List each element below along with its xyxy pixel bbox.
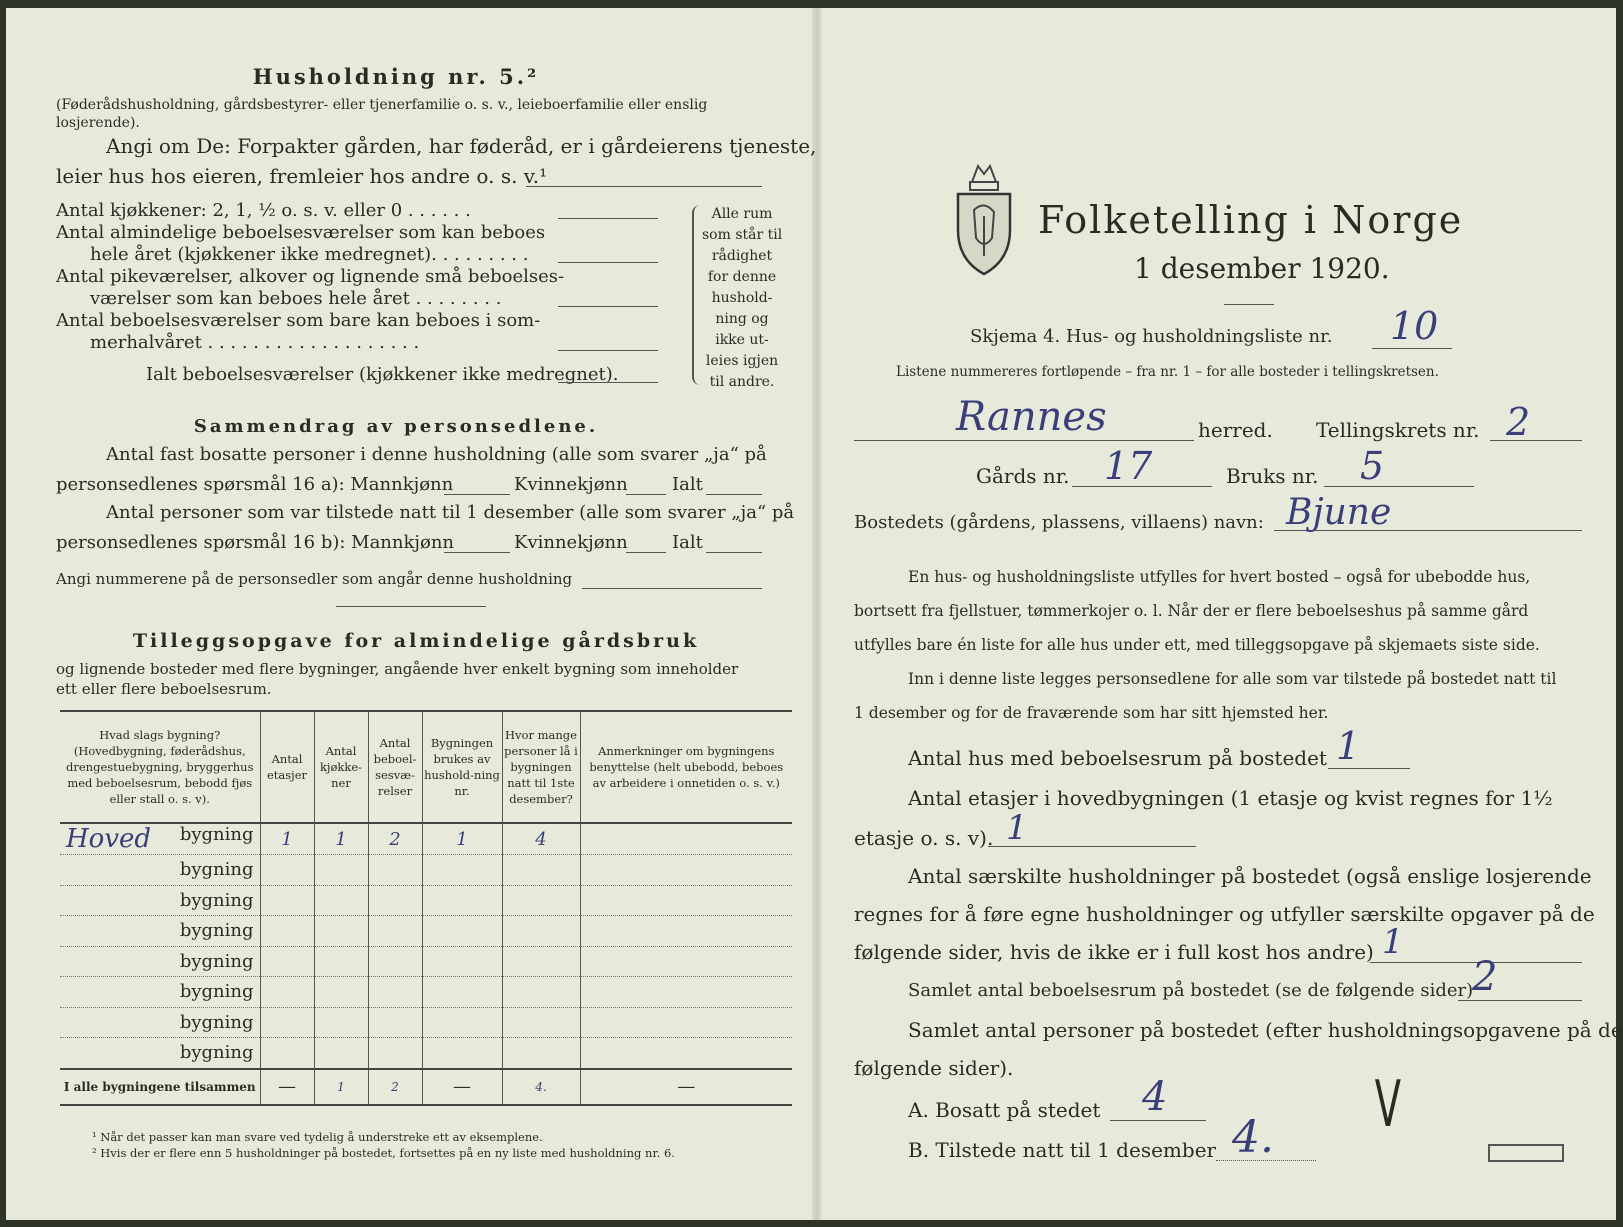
table-row [60, 1007, 792, 1038]
kjokkener-cell [314, 855, 368, 886]
etasjer-value: 1 [1006, 808, 1028, 848]
husholdning-title: Husholdning nr. 5.² [252, 64, 540, 89]
pike-label-1: Antal pikeværelser, alkover og lignende små beboelses- [56, 266, 565, 287]
title-divider [1224, 304, 1274, 305]
tellingskrets-value: 2 [1506, 400, 1531, 444]
tillegg-sub2: ett eller flere beboelsesrum. [56, 680, 272, 698]
para2-line1: Inn i denne liste legges personsedlene for alle som var tilstede på bostedet natt til [908, 670, 1557, 688]
table-row [60, 855, 792, 886]
section-divider [336, 606, 486, 607]
building-cell: bygning [60, 946, 260, 977]
check-mark: V [1374, 1068, 1402, 1142]
samlet-rum-value: 2 [1472, 954, 1498, 1000]
tilstede-kvinne-label: Kvinnekjønn [514, 532, 628, 553]
tilstede-kvinne-line [626, 552, 666, 553]
bruks-line [1324, 486, 1474, 487]
total-etasjer: — [260, 1069, 314, 1105]
tillegg-title: Tilleggsopgave for almindelige gårdsbruk [132, 630, 700, 652]
para1-line2: bortsett fra fjellstuer, tømmerkojer o. l. Når der er flere beboelseshus på samme gård [854, 602, 1529, 620]
personer-cell [502, 855, 580, 886]
table-row [60, 1038, 792, 1069]
bruks-label: Bruks nr. [1226, 464, 1319, 488]
vaerelser-cell [368, 855, 422, 886]
building-cell: bygning [60, 885, 260, 916]
total-label: I alle bygningene tilsammen [60, 1069, 260, 1105]
total-vaerelser: 2 [368, 1069, 422, 1105]
etasjer-line2: etasje o. s. v). [854, 826, 994, 850]
etasjer-cell [260, 855, 314, 886]
alm-label-1: Antal almindelige beboelsesværelser som kan beboes [56, 222, 546, 243]
census-form-spread [6, 8, 1623, 1220]
vaerelser-cell [368, 885, 422, 916]
personer-cell [502, 1007, 580, 1038]
husholdning-cell [422, 977, 502, 1008]
bosatt-value: 4 [1142, 1074, 1168, 1120]
building-cell: bygning [60, 977, 260, 1008]
sammendrag-title: Sammendrag av personsedlene. [193, 416, 599, 437]
building-cell: Hoved bygning [60, 823, 260, 855]
kjokkener-label: Antal kjøkkener: 2, 1, ½ o. s. v. eller 0 . . . . . . [56, 200, 471, 221]
kjokkener-answer-line [558, 218, 658, 219]
fast-mann-line [444, 494, 510, 495]
etasjer-cell: 1 [260, 823, 314, 855]
pike-answer-line [558, 306, 658, 307]
anm-cell [580, 1007, 792, 1038]
tilstede-b-value: 4. [1232, 1112, 1274, 1163]
footnote-1: ¹ Når det passer kan man svare ved tydelig å understreke ett av eksemplene. [92, 1130, 543, 1144]
angi-line1: Angi om De: Forpakter gården, har føderåd, er i gårdeierens tjeneste, [106, 134, 817, 158]
anm-cell [580, 1038, 792, 1069]
antal-hus-line [1328, 768, 1410, 769]
para2-line2: 1 desember og for de fraværende som har sitt hjemsted her. [854, 704, 1329, 722]
pike-label-2: værelser som kan beboes hele året . . . . . . . . [90, 288, 502, 309]
col-header-anmerkninger: Anmerkninger om bygningens benyttelse (helt ubebodd, beboes av arbeidere i onnetiden o. s. v.) [580, 711, 792, 823]
tillegg-sub1: og lignende bosteder med flere bygninger, angående hver enkelt bygning som inneholder [56, 660, 739, 678]
page-fold [812, 8, 822, 1220]
gards-label: Gårds nr. [976, 464, 1070, 488]
samlet-pers-line2: følgende sider). [854, 1056, 1014, 1080]
husholdning-cell [422, 1007, 502, 1038]
samlet-rum-line [1458, 1000, 1582, 1001]
vaerelser-cell: 2 [368, 823, 422, 855]
kjokkener-cell [314, 946, 368, 977]
building-cell: bygning [60, 1007, 260, 1038]
etasjer-cell [260, 1038, 314, 1069]
personer-cell [502, 885, 580, 916]
kjokkener-cell: 1 [314, 823, 368, 855]
skjema-label: Skjema 4. Hus- og husholdningsliste nr. [970, 326, 1333, 347]
personer-cell [502, 916, 580, 947]
footnote-2: ² Hvis der er flere enn 5 husholdninger på bostedet, fortsettes på en ny liste med husholdning nr. 6. [92, 1146, 675, 1160]
sommer-label-1: Antal beboelsesværelser som bare kan beboes i som- [56, 310, 541, 331]
herred-line [854, 440, 1194, 441]
personer-cell: 4 [502, 823, 580, 855]
fast-kvinne-line [626, 494, 666, 495]
building-cell: bygning [60, 916, 260, 947]
table-row [60, 885, 792, 916]
kjokkener-cell [314, 1038, 368, 1069]
total-anm: — [580, 1069, 792, 1105]
tellingskrets-line [1490, 440, 1582, 441]
samlet-rum-label: Samlet antal beboelsesrum på bostedet (se de følgende sider) [908, 980, 1474, 1001]
bosted-value: Bjune [1286, 492, 1392, 533]
etasjer-cell [260, 946, 314, 977]
herred-value: Rannes [956, 394, 1107, 440]
anm-cell [580, 916, 792, 947]
gards-value: 17 [1104, 444, 1153, 488]
table-row [60, 823, 792, 855]
para1-line3: utfylles bare én liste for alle hus under ett, med tilleggsopgave på skjemaets siste side. [854, 636, 1540, 654]
antal-hus-label: Antal hus med beboelsesrum på bostedet [908, 746, 1327, 770]
husholdning-cell [422, 916, 502, 947]
anm-cell [580, 823, 792, 855]
para1-line1: En hus- og husholdningsliste utfylles for hvert bosted – også for ubebodde hus, [908, 568, 1531, 586]
tilstede-b-label: B. Tilstede natt til 1 desember [908, 1138, 1217, 1162]
husholdning-cell [422, 885, 502, 916]
antal-hus-value: 1 [1336, 724, 1361, 768]
saerskilte-line2: regnes for å føre egne husholdninger og utfyller særskilte opgaver på de [854, 902, 1595, 926]
building-cell: bygning [60, 855, 260, 886]
col-header-etasjer: Antal etasjer [260, 711, 314, 823]
main-title: Folketelling i Norge [1038, 198, 1464, 242]
intro-paren: (Føderådshusholdning, gårdsbestyrer- eller tjenerfamilie o. s. v., leieboerfamilie eller enslig losjerende). [56, 97, 708, 131]
table-header-row [60, 711, 792, 823]
personer-cell [502, 1038, 580, 1069]
sommer-answer-line [558, 350, 658, 351]
husholdning-cell [422, 946, 502, 977]
coat-of-arms-icon [952, 160, 1016, 278]
building-name: Hoved [66, 824, 152, 854]
tilstede-mann-line [444, 552, 510, 553]
ialt-label: Ialt beboelsesværelser (kjøkkener ikke medregnet). [146, 364, 619, 385]
col-header-personer: Hvor mange personer lå i bygningen natt til 1ste desember? [502, 711, 580, 823]
kjokkener-cell [314, 977, 368, 1008]
anm-cell [580, 946, 792, 977]
brace-note: Alle rum som står til rådighet for denne hushold- ning og ikke ut- leies igjen til andre. [702, 206, 783, 390]
etasjer-cell [260, 977, 314, 1008]
col-header-vaerelser: Antal beboel-sesvæ-relser [368, 711, 422, 823]
col-header-bygning: Hvad slags bygning? (Hovedbygning, føderådshus, drengestuebygning, bryggerhus med beboelsesrum, bebodd fjøs eller stall o. s. v). [60, 711, 260, 823]
anm-cell [580, 855, 792, 886]
table-total-row [60, 1069, 792, 1105]
husholdning-cell [422, 855, 502, 886]
etasjer-cell [260, 1007, 314, 1038]
printer-stamp [1488, 1144, 1564, 1162]
fast-line1: Antal fast bosatte personer i denne husholdning (alle som svarer „ja“ på [106, 444, 767, 465]
fast-line2: personsedlenes spørsmål 16 a): Mannkjønn [56, 474, 454, 495]
building-cell: bygning [60, 1038, 260, 1069]
listene-note: Listene nummereres fortløpende – fra nr. 1 – for alle bosteder i tellingskretsen. [896, 364, 1439, 380]
anm-cell [580, 977, 792, 1008]
alm-label-2: hele året (kjøkkener ikke medregnet). . . . . . . . . [90, 244, 529, 265]
table-row [60, 977, 792, 1008]
col-header-husholdning: Bygningen brukes av hushold-ning nr. [422, 711, 502, 823]
skjema-value: 10 [1390, 304, 1439, 348]
total-kjokkener: 1 [314, 1069, 368, 1105]
etasjer-cell [260, 885, 314, 916]
vaerelser-cell [368, 1038, 422, 1069]
bruks-value: 5 [1360, 444, 1385, 488]
husholdning-cell: 1 [422, 823, 502, 855]
sommer-label-2: merhalvåret . . . . . . . . . . . . . . . . . . . [90, 332, 420, 353]
personer-cell [502, 977, 580, 1008]
bosatt-label: A. Bosatt på stedet [908, 1098, 1101, 1122]
herred-label: herred. [1198, 418, 1273, 442]
fast-ialt-line [706, 494, 762, 495]
vaerelser-cell [368, 1007, 422, 1038]
total-personer: 4. [502, 1069, 580, 1105]
vaerelser-cell [368, 977, 422, 1008]
bosatt-line [1110, 1120, 1206, 1121]
saerskilte-value: 1 [1382, 922, 1404, 962]
ialt-answer-line [558, 382, 658, 383]
nummerene-label: Angi nummerene på de personsedler som angår denne husholdning [56, 570, 573, 588]
tilstede-line2: personsedlenes spørsmål 16 b): Mannkjønn [56, 532, 455, 553]
samlet-pers-line1: Samlet antal personer på bostedet (efter husholdningsopgavene på de [908, 1018, 1623, 1042]
skjema-line [1372, 348, 1452, 349]
fast-ialt-label: Ialt [672, 474, 703, 495]
kjokkener-cell [314, 1007, 368, 1038]
kjokkener-cell [314, 885, 368, 916]
tellingskrets-label: Tellingskrets nr. [1316, 418, 1480, 442]
bosted-label: Bostedets (gårdens, plassens, villaens) navn: [854, 512, 1264, 533]
angi-line2: leier hus hos eieren, fremleier hos andre o. s. v.¹ [56, 164, 548, 188]
alm-answer-line [558, 262, 658, 263]
vaerelser-cell [368, 946, 422, 977]
husholdning-cell [422, 1038, 502, 1069]
vaerelser-cell [368, 916, 422, 947]
total-husholdning: — [422, 1069, 502, 1105]
etasjer-line1: Antal etasjer i hovedbygningen (1 etasje og kvist regnes for 1½ [908, 786, 1553, 810]
personer-cell [502, 946, 580, 977]
census-date: 1 desember 1920. [1134, 252, 1390, 285]
table-row [60, 916, 792, 947]
saerskilte-line1: Antal særskilte husholdninger på bostedet (også enslige losjerende [908, 864, 1592, 888]
fast-kvinne-label: Kvinnekjønn [514, 474, 628, 495]
building-table [60, 710, 792, 1106]
tilstede-ialt-label: Ialt [672, 532, 703, 553]
table-row [60, 946, 792, 977]
etasjer-cell [260, 916, 314, 947]
tilstede-ialt-line [706, 552, 762, 553]
tilstede-line1: Antal personer som var tilstede natt til 1 desember (alle som svarer „ja“ på [106, 502, 795, 523]
saerskilte-line3: følgende sider, hvis de ikke er i full kost hos andre) [854, 940, 1374, 964]
kjokkener-cell [314, 916, 368, 947]
nummerene-line [582, 588, 762, 589]
col-header-kjokkener: Antal kjøkke-ner [314, 711, 368, 823]
anm-cell [580, 885, 792, 916]
angi-answer-line [526, 186, 762, 187]
